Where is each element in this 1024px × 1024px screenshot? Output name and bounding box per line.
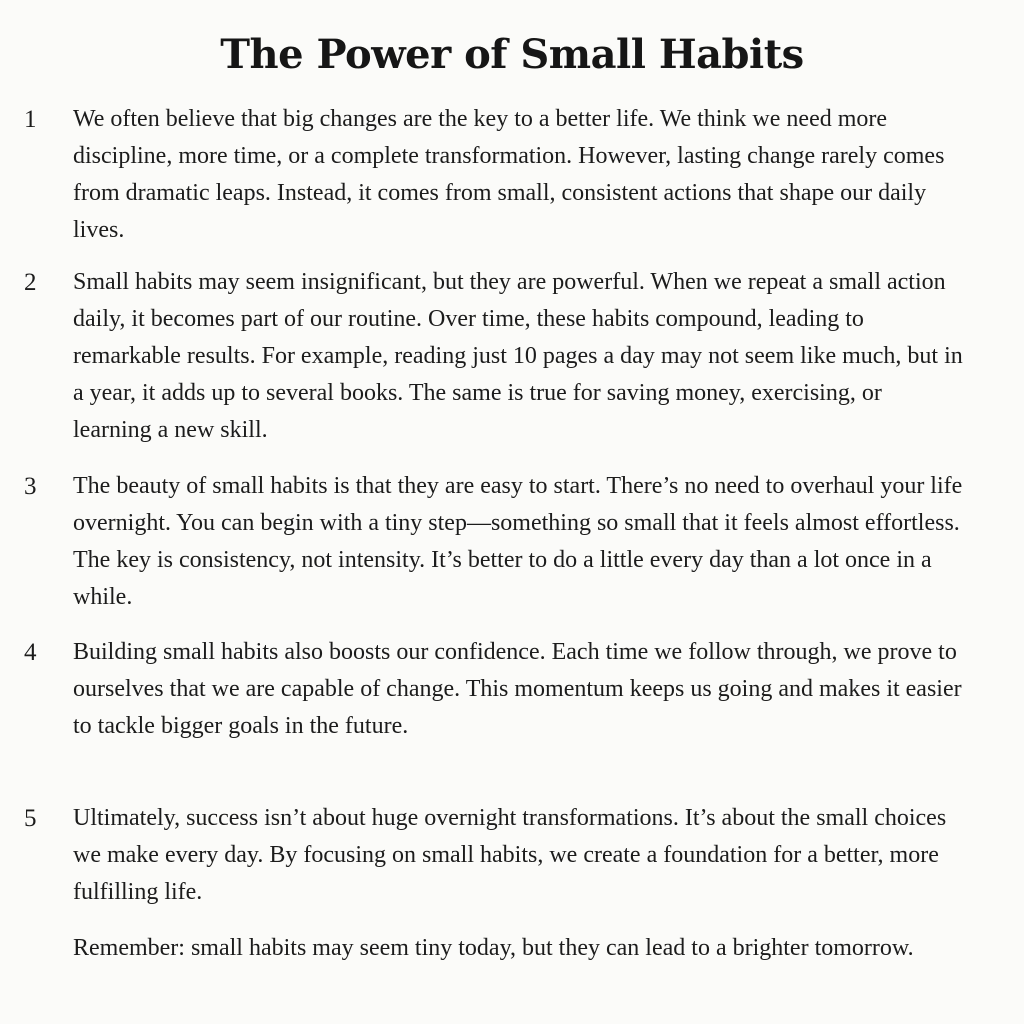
paragraph-number: 4 [24, 639, 37, 666]
paragraph-text: Ultimately, success isn’t about huge overnight transformations. It’s about the small choices we make every day. By focusing on small habits, we create a foundation for a better, more fulfilling life. [73, 805, 947, 905]
paragraph-text: Building small habits also boosts our confidence. Each time we follow through, we prove to ourselves that we are capable of change. This momentum keeps us going and makes it easier to tackle bigger goals in the future. [73, 639, 962, 739]
paragraph-number: 2 [24, 269, 37, 296]
paragraph-number: 1 [24, 106, 37, 133]
page-title: The Power of Small Habits [220, 31, 804, 78]
paragraph-number: 3 [24, 473, 37, 500]
paragraph-text: We often believe that big changes are the key to a better life. We think we need more discipline, more time, or a complete transformation. However, lasting change rarely comes from dramatic leaps. Instead, it comes from small, consistent actions that shape our daily lives. [73, 106, 945, 243]
paragraph-text: The beauty of small habits is that they are easy to start. There’s no need to overhaul your life overnight. You can begin with a tiny step—something so small that it feels almost effortless. The key is consistency, not intensity. It’s better to do a little every day than a lot once in a while. [73, 473, 963, 610]
paragraph-number: 5 [24, 805, 37, 832]
closing-remark: Remember: small habits may seem tiny today, but they can lead to a brighter tomorrow. [73, 935, 914, 961]
paragraph-text: Small habits may seem insignificant, but they are powerful. When we repeat a small action daily, it becomes part of our routine. Over time, these habits compound, leading to remarkable results. For example, reading just 10 pages a day may not seem like much, but in a year, it adds up to several books. The same is true for saving money, exercising, or learning a new skill. [73, 269, 963, 443]
